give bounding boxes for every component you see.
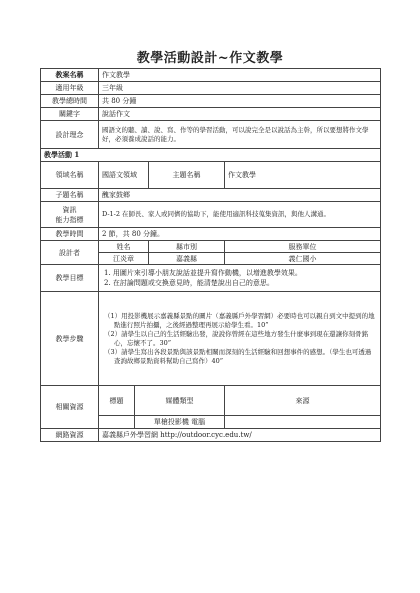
designer-header-county: 縣市別 [149, 241, 225, 253]
teach-time-label: 教學時間 [41, 228, 99, 241]
domain-value: 國語文領域 [99, 162, 149, 189]
resources-title-cell [99, 416, 135, 429]
row-plan-name [41, 69, 381, 82]
row-subtopic [41, 189, 381, 202]
row-designer-header [41, 241, 381, 253]
designer-header-unit: 服務單位 [225, 241, 381, 253]
activity-heading: 教學活動 1 [41, 149, 381, 162]
goal-item: 1. 用圖片來引導小朋友說話並提升寫作動機，以增進教學效果。 [104, 269, 302, 277]
web-value[interactable]: 嘉義縣戶外學習網 http://outdoor.cyc.edu.tw/ [99, 429, 381, 442]
resources-col-title: 標題 [99, 386, 135, 416]
resources-source-cell [225, 416, 381, 429]
row-total-time [41, 95, 381, 108]
it-ability-label [41, 202, 99, 228]
resources-col-type: 媒體類型 [135, 386, 225, 416]
step-item: （2）請學生以自己的生活經驗出發，說說你曾經在這些地方發生什麼事到現在還讓你刻骨銘心，忘懷不了。30” [104, 329, 369, 347]
row-activity [41, 149, 381, 162]
designer-label: 設計者 [41, 241, 99, 265]
step-item: （1）用投影機展示嘉義縣景點的圖片（嘉義縣戶外學習網）必要時也可以親自到文中提到的地點進行照片拍攝，之後經過整理再展示給學生看。10” [104, 311, 375, 329]
row-web [41, 429, 381, 442]
steps-label: 教學步驟 [41, 292, 99, 386]
row-concept [41, 121, 381, 149]
total-time-value: 共 80 分鐘 [99, 95, 381, 108]
goals-label: 教學目標 [41, 265, 99, 292]
lesson-plan-table [40, 68, 381, 442]
theme-value: 作文教學 [225, 162, 381, 189]
keyword-value: 說話作文 [99, 108, 381, 121]
it-ability-label-line2: 能力指標 [55, 215, 84, 224]
designer-unit: 義仁國小 [225, 253, 381, 265]
steps-value [99, 292, 381, 386]
row-keyword [41, 108, 381, 121]
grade-label: 適用年級 [41, 82, 99, 95]
row-resources-header [41, 386, 381, 416]
row-goals [41, 265, 381, 292]
subtopic-label: 子題名稱 [41, 189, 99, 202]
concept-label: 設計理念 [41, 121, 99, 149]
resources-col-source: 來源 [225, 386, 381, 416]
row-teach-time [41, 228, 381, 241]
web-label: 網路資源 [41, 429, 99, 442]
row-steps [41, 292, 381, 386]
teach-time-value: 2 節，共 80 分鐘。 [99, 228, 381, 241]
subtopic-value: 醜家鼓鄉 [99, 189, 381, 202]
grade-value: 三年級 [99, 82, 381, 95]
resources-label: 相關資源 [41, 386, 99, 429]
domain-label: 領域名稱 [41, 162, 99, 189]
row-it-ability [41, 202, 381, 228]
goal-item: 2. 在討論問題或交換意見時，能清楚說出自己的意思。 [104, 279, 274, 287]
it-ability-label-line1: 資訊 [62, 205, 77, 214]
resources-media-value: 單槍投影機 電腦 [135, 416, 225, 429]
plan-name-value: 作文教學 [99, 69, 381, 82]
row-domain [41, 162, 381, 189]
step-item: （3）請學生寫出各段景點與該景點相關而深刻的生活經驗和回想事件的感想。（學生也可透過查詢故鄉景點資料幫助自己寫作）40” [104, 347, 372, 365]
designer-header-name: 姓名 [99, 241, 149, 253]
plan-name-label: 教案名稱 [41, 69, 99, 82]
keyword-label: 關鍵字 [41, 108, 99, 121]
theme-label: 主題名稱 [149, 162, 225, 189]
total-time-label: 教學總時間 [41, 95, 99, 108]
page-title: 教學活動設計~作文教學 [136, 51, 284, 66]
it-ability-value: D-1-2 在師長、家人或同儕的協助下，能使用適訊科技蒐集資訊，與他人溝通。 [99, 202, 381, 228]
designer-county: 嘉義縣 [149, 253, 225, 265]
designer-name: 江炎章 [99, 253, 149, 265]
goals-value [99, 265, 381, 292]
concept-value: 國語文的聽、讀、說、寫、作等的學習活動，可以說完全是以說話為主幹，所以要想將作文學好，必須養成說話的能力。 [99, 121, 381, 149]
row-grade [41, 82, 381, 95]
